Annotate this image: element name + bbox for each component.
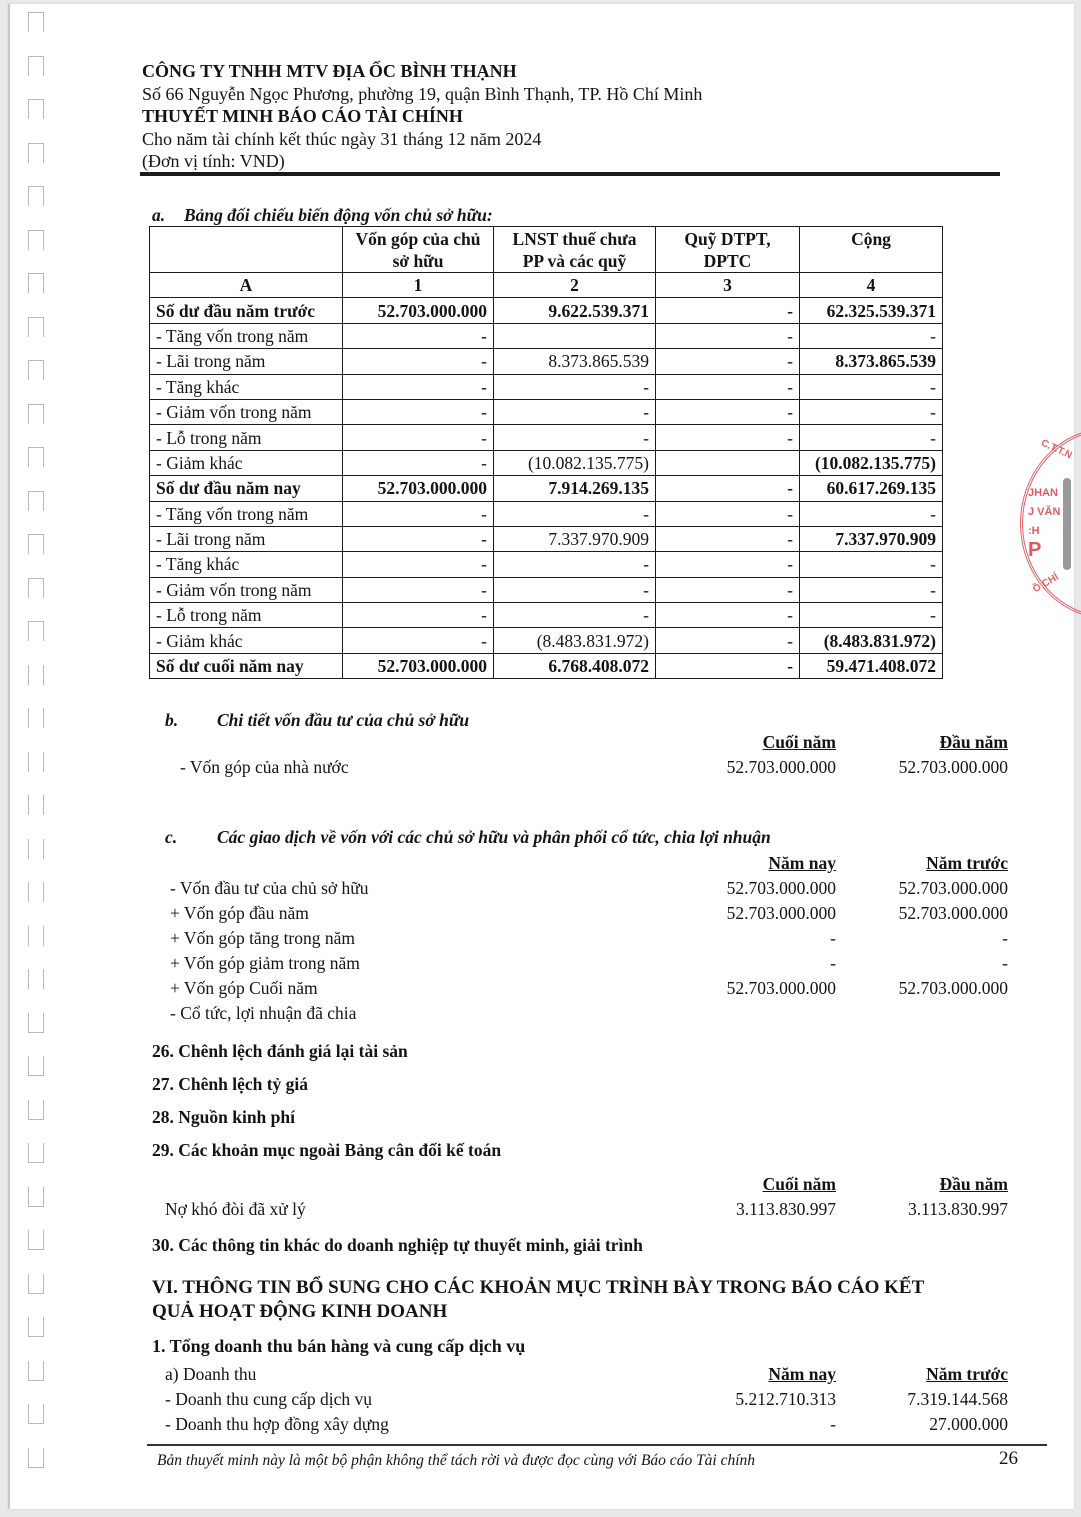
- binding-hole-icon: [28, 230, 44, 250]
- value-cell: -: [656, 399, 800, 424]
- col-this-year: Năm nay: [768, 853, 836, 873]
- note-29-table: [150, 1172, 1010, 1222]
- column-header-row: Cuối năm Đầu năm: [762, 1174, 1008, 1194]
- value-cell: -: [494, 374, 656, 399]
- value-cell: 6.768.408.072: [494, 653, 656, 678]
- value-cell: -: [800, 552, 943, 577]
- binding-hole-icon: [28, 708, 44, 728]
- list-item: - Vốn góp của nhà nước 52.703.000.000 52.703.000.000: [180, 757, 1008, 777]
- value-cell: -: [494, 425, 656, 450]
- table-row: [150, 526, 943, 551]
- list-item: + Vốn góp Cuối năm 52.703.000.000 52.703.000.000: [170, 978, 1008, 998]
- binding-hole-icon: [28, 360, 44, 380]
- value-cell: -: [656, 476, 800, 501]
- binding-hole-icon: [28, 1317, 44, 1337]
- value-cell: 7.337.970.909: [800, 526, 943, 551]
- binding-hole-icon: [28, 56, 44, 76]
- table-row: [150, 653, 943, 678]
- header-cell: Cộng: [800, 227, 943, 273]
- value-cell: 52.703.000.000: [343, 298, 494, 323]
- row-label: - Giảm vốn trong năm: [150, 399, 343, 424]
- row-label: Số dư cuối năm nay: [150, 653, 343, 678]
- row-label: - Giảm khác: [150, 450, 343, 475]
- value-cell: -: [656, 526, 800, 551]
- value-cell: -: [343, 425, 494, 450]
- revenue-table: [150, 1362, 1010, 1437]
- header-cell: Vốn góp của chủ sở hữu: [343, 227, 494, 273]
- value-cell: -: [343, 603, 494, 628]
- value-cell: (8.483.831.972): [800, 628, 943, 653]
- binding-hole-icon: [28, 143, 44, 163]
- company-name: CÔNG TY TNHH MTV ĐỊA ỐC BÌNH THẠNH: [142, 61, 517, 81]
- value-cell: -: [656, 603, 800, 628]
- col-start-of-year: Đầu năm: [939, 732, 1008, 752]
- seal-text: JHAN J VĂN :H P: [1028, 487, 1061, 561]
- value-cell: -: [343, 399, 494, 424]
- value-cell: -: [494, 501, 656, 526]
- row-label: Số dư đầu năm nay: [150, 476, 343, 501]
- value-cell: 59.471.408.072: [800, 653, 943, 678]
- column-header-row: [150, 730, 1010, 755]
- value-cell: 62.325.539.371: [800, 298, 943, 323]
- section-c-table: [150, 851, 1010, 1026]
- value-cell: [656, 450, 800, 475]
- value-cell: -: [343, 349, 494, 374]
- column-header-row: [150, 851, 1010, 876]
- row-label: - Tăng khác: [150, 374, 343, 399]
- table-row: [150, 476, 943, 501]
- company-seal-stamp: C.T.T.N JHAN J VĂN :H P Ồ CHÍ: [1012, 428, 1081, 618]
- table-row: [150, 425, 943, 450]
- value-cell: 60.617.269.135: [800, 476, 943, 501]
- value-cell: -: [656, 349, 800, 374]
- value-cell: -: [343, 450, 494, 475]
- binding-hole-icon: [28, 926, 44, 946]
- value-cell: -: [800, 425, 943, 450]
- table-row: [150, 298, 943, 323]
- footer-note: Bản thuyết minh này là một bộ phận không thể tách rời và được đọc cùng với Báo cáo Tài chính: [157, 1452, 756, 1469]
- table-row: [150, 603, 943, 628]
- list-item: - Doanh thu hợp đồng xây dựng - 27.000.000: [165, 1414, 1008, 1434]
- value-cell: -: [343, 577, 494, 602]
- value-cell: -: [800, 603, 943, 628]
- list-item: + Vốn góp tăng trong năm - -: [170, 928, 1008, 948]
- value-cell: -: [800, 501, 943, 526]
- value-cell: -: [343, 323, 494, 348]
- value-cell: 52.703.000.000: [343, 653, 494, 678]
- binding-hole-icon: [28, 273, 44, 293]
- binding-hole-icon: [28, 317, 44, 337]
- binding-hole-icon: [28, 1100, 44, 1120]
- binding-hole-icon: [28, 795, 44, 815]
- binding-hole-icon: [28, 1404, 44, 1424]
- reporting-period: Cho năm tài chính kết thúc ngày 31 tháng 12 năm 2024: [142, 128, 542, 149]
- section-b-table: [150, 730, 1010, 780]
- binding-hole-icon: [28, 12, 44, 32]
- value-cell: -: [656, 323, 800, 348]
- value-cell: -: [343, 552, 494, 577]
- list-item: + Vốn góp đầu năm 52.703.000.000 52.703.000.000: [170, 903, 1008, 923]
- note-26-heading: 26. Chênh lệch đánh giá lại tài sản: [152, 1041, 408, 1061]
- col-end-of-year: Cuối năm: [762, 732, 836, 752]
- binding-hole-icon: [28, 1274, 44, 1294]
- row-label: - Tăng vốn trong năm: [150, 501, 343, 526]
- value-cell: 52.703.000.000: [343, 476, 494, 501]
- row-label: - Lãi trong năm: [150, 526, 343, 551]
- value-cell: -: [800, 374, 943, 399]
- table-row: [150, 399, 943, 424]
- list-item: Nợ khó đòi đã xử lý 3.113.830.997 3.113.830.997: [165, 1199, 1008, 1219]
- row-label: - Lỗ trong năm: [150, 425, 343, 450]
- document-header: [142, 60, 702, 173]
- table-row: [150, 577, 943, 602]
- value-cell: -: [343, 501, 494, 526]
- section-a-title: a. Bảng đối chiếu biến động vốn chủ sở hữu:: [152, 205, 493, 225]
- binding-hole-icon: [28, 1187, 44, 1207]
- table-row: [150, 628, 943, 653]
- table-header-row: [150, 227, 943, 273]
- header-cell: [150, 227, 343, 273]
- value-cell: -: [494, 603, 656, 628]
- binding-hole-icon: [28, 1361, 44, 1381]
- value-cell: 7.337.970.909: [494, 526, 656, 551]
- header-divider: [140, 172, 1000, 176]
- binding-hole-icon: [28, 665, 44, 685]
- index-cell: 3: [656, 273, 800, 298]
- value-cell: -: [800, 399, 943, 424]
- binding-hole-icon: [28, 621, 44, 641]
- vi-item-1-heading: 1. Tổng doanh thu bán hàng và cung cấp dịch vụ: [152, 1336, 526, 1356]
- binding-hole-icon: [28, 99, 44, 119]
- equity-changes-table: [149, 226, 943, 679]
- binding-hole-icon: [28, 404, 44, 424]
- binding-hole-icon: [28, 491, 44, 511]
- list-item: - Doanh thu cung cấp dịch vụ 5.212.710.313 7.319.144.568: [165, 1389, 1008, 1409]
- value-cell: -: [343, 526, 494, 551]
- document-title: THUYẾT MINH BÁO CÁO TÀI CHÍNH: [142, 106, 463, 126]
- value-cell: 8.373.865.539: [800, 349, 943, 374]
- binding-hole-icon: [28, 578, 44, 598]
- value-cell: 8.373.865.539: [494, 349, 656, 374]
- binding-hole-icon: [28, 752, 44, 772]
- value-cell: (8.483.831.972): [494, 628, 656, 653]
- value-cell: -: [800, 323, 943, 348]
- binding-hole-icon: [28, 1448, 44, 1468]
- row-label: - Lỗ trong năm: [150, 603, 343, 628]
- value-cell: -: [656, 374, 800, 399]
- table-row: [150, 501, 943, 526]
- list-item: + Vốn góp giảm trong năm - -: [170, 953, 1008, 973]
- scrollbar-thumb[interactable]: [1063, 478, 1071, 570]
- note-27-heading: 27. Chênh lệch tỷ giá: [152, 1074, 309, 1094]
- value-cell: -: [800, 577, 943, 602]
- header-cell: Quỹ DTPT, DPTC: [656, 227, 800, 273]
- value-cell: -: [494, 399, 656, 424]
- binding-hole-icon: [28, 1013, 44, 1033]
- row-label: Số dư đầu năm trước: [150, 298, 343, 323]
- value-cell: -: [656, 552, 800, 577]
- value-cell: 9.622.539.371: [494, 298, 656, 323]
- table-row: [150, 552, 943, 577]
- note-30-heading: 30. Các thông tin khác do doanh nghiệp tự thuyết minh, giải trình: [152, 1235, 643, 1255]
- value-cell: -: [656, 501, 800, 526]
- value-cell: -: [656, 577, 800, 602]
- page-number: 26: [999, 1448, 1018, 1469]
- footer-divider: [147, 1444, 1047, 1446]
- row-label: - Tăng khác: [150, 552, 343, 577]
- value-cell: -: [656, 628, 800, 653]
- value-cell: -: [656, 298, 800, 323]
- binding-hole-icon: [28, 969, 44, 989]
- index-cell: 4: [800, 273, 943, 298]
- value-cell: -: [343, 374, 494, 399]
- value-cell: -: [656, 653, 800, 678]
- company-address: Số 66 Nguyễn Ngọc Phương, phường 19, quận Bình Thạnh, TP. Hồ Chí Minh: [142, 83, 703, 104]
- note-29-heading: 29. Các khoản mục ngoài Bảng cân đối kế toán: [152, 1140, 502, 1160]
- value-cell: [494, 323, 656, 348]
- list-item: - Cổ tức, lợi nhuận đã chia: [170, 1003, 357, 1023]
- value-cell: -: [494, 577, 656, 602]
- currency-unit: (Đơn vị tính: VND): [142, 151, 285, 171]
- index-cell: 2: [494, 273, 656, 298]
- section-b-title: b. Chi tiết vốn đầu tư của chủ sở hữu: [165, 710, 470, 730]
- column-header-row: a) Doanh thu Năm nay Năm trước: [165, 1364, 1008, 1384]
- section-c-title: c. Các giao dịch về vốn với các chủ sở hữu và phân phối cổ tức, chia lợi nhuận: [165, 827, 771, 847]
- value-cell: -: [656, 425, 800, 450]
- row-label: - Giảm khác: [150, 628, 343, 653]
- value-cell: (10.082.135.775): [494, 450, 656, 475]
- binding-hole-icon: [28, 447, 44, 467]
- note-28-heading: 28. Nguồn kinh phí: [152, 1107, 295, 1127]
- row-label: - Tăng vốn trong năm: [150, 323, 343, 348]
- index-cell: A: [150, 273, 343, 298]
- table-row: [150, 323, 943, 348]
- value-cell: -: [343, 628, 494, 653]
- binding-hole-icon: [28, 534, 44, 554]
- table-row: [150, 450, 943, 475]
- binding-hole-icon: [28, 1143, 44, 1163]
- binding-hole-icon: [28, 839, 44, 859]
- table-index-row: [150, 273, 943, 298]
- table-row: [150, 374, 943, 399]
- value-cell: (10.082.135.775): [800, 450, 943, 475]
- col-prior-year: Năm trước: [926, 853, 1008, 873]
- row-label: - Lãi trong năm: [150, 349, 343, 374]
- list-item: - Vốn đầu tư của chủ sở hữu 52.703.000.000 52.703.000.000: [170, 878, 1008, 898]
- binding-holes: [24, 4, 54, 1509]
- document-page: [8, 4, 1074, 1509]
- header-cell: LNST thuế chưa PP và các quỹ: [494, 227, 656, 273]
- section-vi-title: VI. THÔNG TIN BỔ SUNG CHO CÁC KHOẢN MỤC TRÌNH BÀY TRONG BÁO CÁO KẾT QUẢ HOẠT ĐỘNG KINH DOANH: [152, 1277, 925, 1322]
- binding-hole-icon: [28, 1056, 44, 1076]
- value-cell: 7.914.269.135: [494, 476, 656, 501]
- binding-hole-icon: [28, 1230, 44, 1250]
- value-cell: -: [494, 552, 656, 577]
- row-label: - Giảm vốn trong năm: [150, 577, 343, 602]
- binding-hole-icon: [28, 882, 44, 902]
- index-cell: 1: [343, 273, 494, 298]
- binding-hole-icon: [28, 186, 44, 206]
- table-row: [150, 349, 943, 374]
